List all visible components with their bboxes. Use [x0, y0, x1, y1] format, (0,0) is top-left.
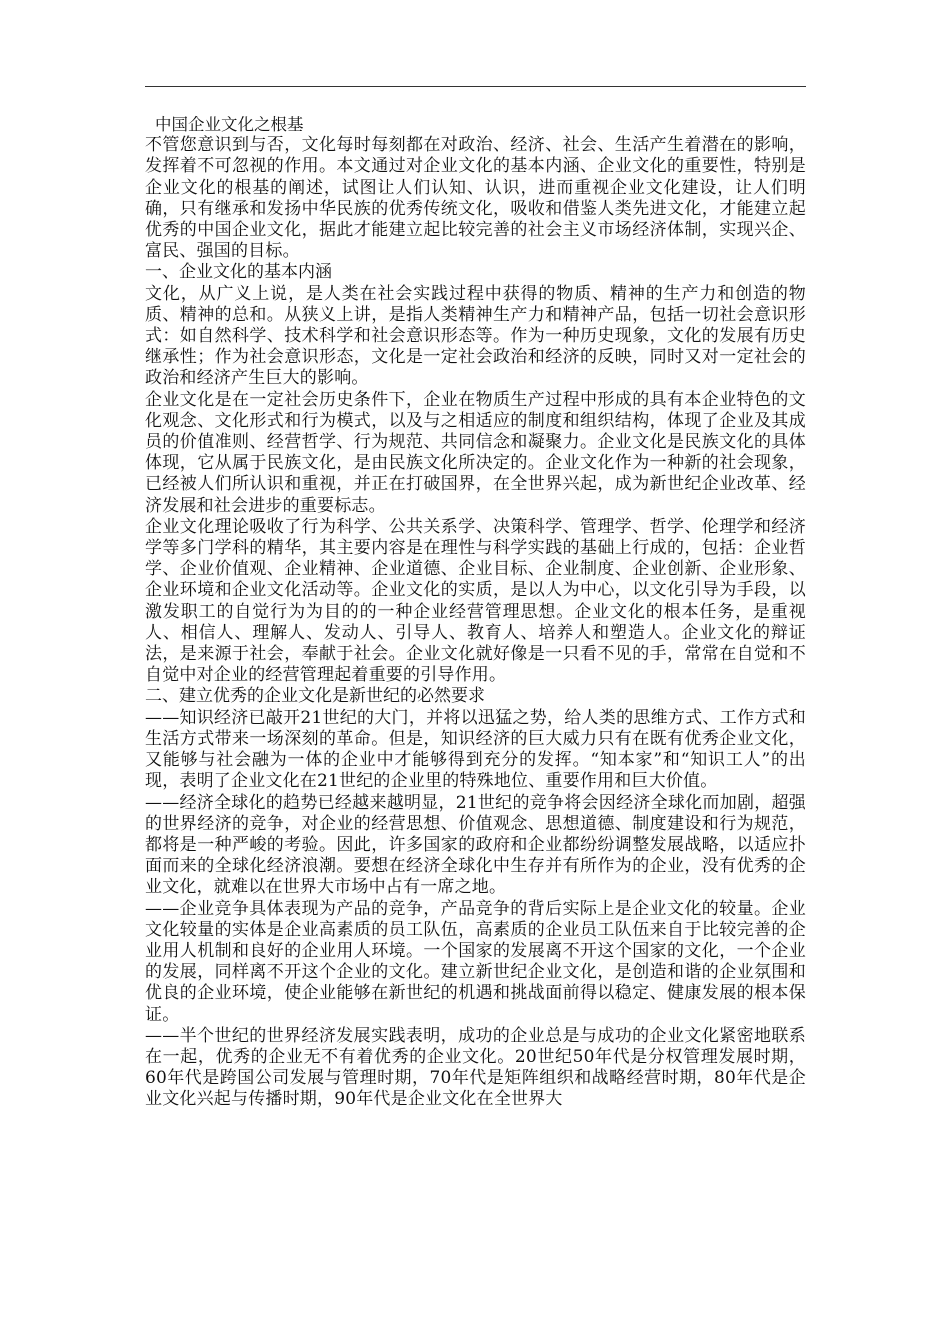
section-1-paragraph: 文化，从广义上说，是人类在社会实践过程中获得的物质、精神的生产力和创造的物质、精神的总和。从狭义上讲，是指人类精神生产力和精神产品，包括一切社会意识形式：如自然科学、技术科学和社会意识形态等。作为一种历史现象，文化的发展有历史继承性；作为社会意识形态，文化是一定社会政治和经济的反映，同时又对一定社会的政治和经济产生巨大的影响。 — [145, 283, 806, 389]
section-2-heading: 二、建立优秀的企业文化是新世纪的必然要求 — [145, 686, 485, 707]
document-title: 中国企业文化之根基 — [155, 115, 304, 134]
intro-paragraph: 不管您意识到与否，文化每时每刻都在对政治、经济、社会、生活产生着潜在的影响，发挥着不可忽视的作用。本文通过对企业文化的基本内涵、企业文化的重要性，特别是企业文化的根基的阐述，试图让人们认知、认识，进而重视企业文化建设，让人们明确，只有继承和发扬中华民族的优秀传统文化，吸收和借鉴人类先进文化，才能建立起优秀的中国企业文化，据此才能建立起比较完善的社会主义市场经济体制，实现兴企、富民、强国的目标。 — [145, 135, 806, 262]
header-rule — [145, 86, 806, 87]
document-body — [145, 114, 806, 1111]
section-2-paragraph: ——经济全球化的趋势已经越来越明显，21世纪的竞争将会因经济全球化而加剧，超强的世界经济的竞争，对企业的经营思想、价值观念、思想道德、制度建设和行为规范，都将是一种严峻的考验。因此，许多国家的政府和企业都纷纷调整发展战略，以适应扑面而来的全球化经济浪潮。要想在经济全球化中生存并有所作为的企业，没有优秀的企业文化，就难以在世界大市场中占有一席之地。 — [145, 792, 806, 898]
section-1-paragraph: 企业文化是在一定社会历史条件下，企业在物质生产过程中形成的具有本企业特色的文化观念、文化形式和行为模式，以及与之相适应的制度和组织结构，体现了企业及其成员的价值准则、经营哲学、行为规范、共同信念和凝聚力。企业文化是民族文化的具体体现，它从属于民族文化，是由民族文化所决定的。企业文化作为一种新的社会现象，已经被人们所认识和重视，并正在打破国界，在全世界兴起，成为新世纪企业改革、经济发展和社会进步的重要标志。 — [145, 389, 806, 516]
section-2-paragraph: ——企业竞争具体表现为产品的竞争，产品竞争的背后实际上是企业文化的较量。企业文化较量的实体是企业高素质的员工队伍，高素质的企业员工队伍来自于比较完善的企业用人机制和良好的企业用人环境。一个国家的发展离不开这个国家的文化，一个企业的发展，同样离不开这个企业的文化。建立新世纪企业文化，是创造和谐的企业氛围和优良的企业环境，使企业能够在新世纪的机遇和挑战面前得以稳定、健康发展的根本保证。 — [145, 898, 806, 1025]
section-1-paragraph: 企业文化理论吸收了行为科学、公共关系学、决策科学、管理学、哲学、伦理学和经济学等多门学科的精华，其主要内容是在理性与科学实践的基础上行成的，包括：企业哲学、企业价值观、企业精神、企业道德、企业目标、企业制度、企业创新、企业形象、企业环境和企业文化活动等。企业文化的实质，是以人为中心，以文化引导为手段，以激发职工的自觉行为为目的的一种企业经营管理思想。企业文化的根本任务，是重视人、相信人、理解人、发动人、引导人、教育人、培养人和塑造人。企业文化的辩证法，是来源于社会，奉献于社会。企业文化就好像是一只看不见的手，常常在自觉和不自觉中对企业的经营管理起着重要的引导作用。 — [145, 516, 806, 686]
section-2-paragraph: ——知识经济已敲开21世纪的大门，并将以迅猛之势，给人类的思维方式、工作方式和生活方式带来一场深刻的革命。但是，知识经济的巨大威力只有在既有优秀企业文化，又能够与社会融为一体的企业中才能够得到充分的发挥。“知本家”和“知识工人”的出现，表明了企业文化在21世纪的企业里的特殊地位、重要作用和巨大价值。 — [145, 707, 806, 792]
section-2-paragraph: ——半个世纪的世界经济发展实践表明，成功的企业总是与成功的企业文化紧密地联系在一起，优秀的企业无不有着优秀的企业文化。20世纪50年代是分权管理发展时期，60年代是跨国公司发展与管理时期，70年代是矩阵组织和战略经营时期，80年代是企业文化兴起与传播时期，90年代是企业文化在全世界大 — [145, 1025, 806, 1110]
section-1-heading: 一、企业文化的基本内涵 — [145, 262, 332, 283]
